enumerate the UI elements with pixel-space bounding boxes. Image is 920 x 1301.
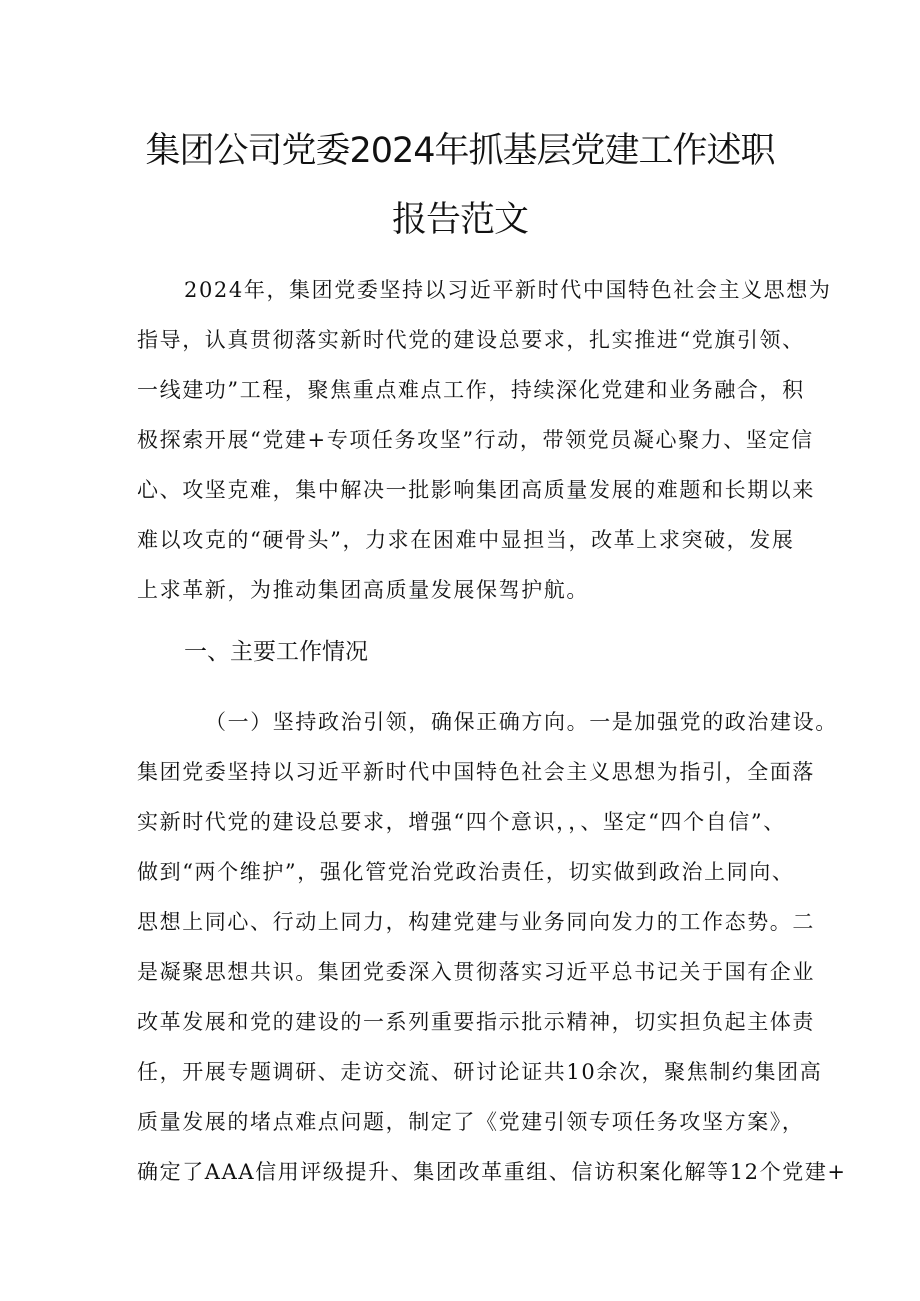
section-paragraph-line: 是凝聚思想共识。集团党委深入贯彻落实习近平总书记关于国有企业 bbox=[137, 960, 815, 984]
document-title-line-1: 集团公司党委2024年抓基层党建工作述职 bbox=[145, 131, 775, 171]
intro-paragraph-line: 难以攻克的“硬骨头”，力求在困难中显担当，改革上求突破，发展 bbox=[137, 528, 795, 552]
intro-paragraph-line: 极探索开展“党建+专项任务攻坚”行动，带领党员凝心聚力、坚定信 bbox=[137, 428, 814, 452]
section-heading: 一、主要工作情况 bbox=[184, 639, 368, 665]
intro-paragraph-line: 心、攻坚克难，集中解决一批影响集团高质量发展的难题和长期以来 bbox=[137, 478, 815, 502]
section-paragraph-line: 改革发展和党的建设的一系列重要指示批示精神，切实担负起主体责 bbox=[137, 1010, 815, 1034]
section-paragraph-line: （一）坚持政治引领，确保正确方向。一是加强党的政治建设。 bbox=[205, 710, 838, 734]
intro-paragraph-line: 上求革新，为推动集团高质量发展保驾护航。 bbox=[137, 578, 589, 602]
intro-paragraph-line: 2024年，集团党委坚持以习近平新时代中国特色社会主义思想为 bbox=[184, 278, 832, 302]
section-paragraph-line: 实新时代党的建设总要求，增强“四个意识，，、坚定“四个自信”、 bbox=[137, 810, 786, 834]
section-paragraph-line: 确定了AAA信用评级提升、集团改革重组、信访积案化解等12个党建+ bbox=[137, 1160, 847, 1184]
document-title-line-2: 报告范文 bbox=[391, 200, 528, 240]
section-paragraph-line: 思想上同心、行动上同力，构建党建与业务同向发力的工作态势。二 bbox=[137, 910, 815, 934]
intro-paragraph-line: 指导，认真贯彻落实新时代党的建设总要求，扎实推进“党旗引领、 bbox=[137, 328, 805, 352]
intro-paragraph-line: 一线建功”工程，聚焦重点难点工作，持续深化党建和业务融合，积 bbox=[137, 378, 805, 402]
section-paragraph-line: 任，开展专题调研、走访交流、研讨论证共10余次，聚焦制约集团高 bbox=[137, 1060, 823, 1084]
section-paragraph-line: 集团党委坚持以习近平新时代中国特色社会主义思想为指引，全面落 bbox=[137, 760, 815, 784]
section-paragraph-line: 质量发展的堵点难点问题，制定了《党建引领专项任务攻坚方案》， bbox=[137, 1110, 805, 1134]
section-paragraph-line: 做到“两个维护”，强化管党治党政治责任，切实做到政治上同向、 bbox=[137, 860, 795, 884]
